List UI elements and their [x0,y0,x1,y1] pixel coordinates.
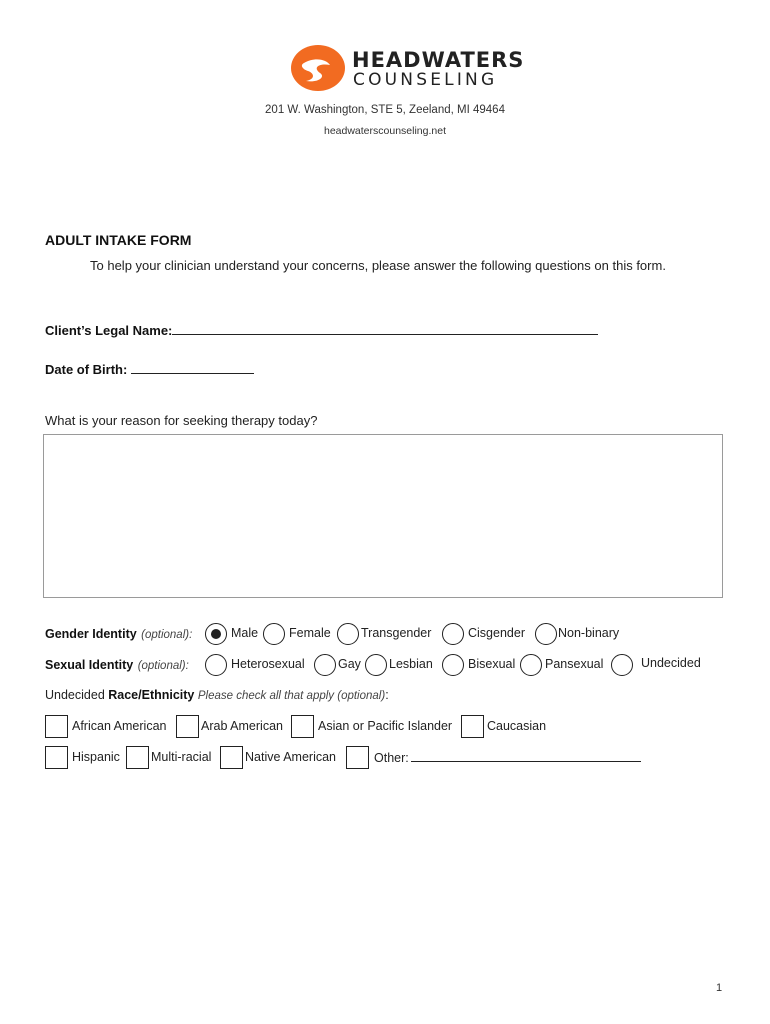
logo-wordmark-headwaters: HEADWATERS [352,48,525,72]
client-name-field[interactable] [172,323,598,335]
race-option-label: Hispanic [72,750,120,764]
race-caucasian-checkbox[interactable] [461,715,484,738]
gender-female-radio[interactable] [263,623,285,645]
race-option-label: Caucasian [487,719,547,733]
dob-row [45,362,254,377]
headwaters-logo-icon [290,43,346,91]
gender-transgender-radio[interactable] [337,623,359,645]
race-option-label: Other: [374,751,409,765]
logo-wordmark-counseling: COUNSELING [353,70,498,90]
sexual-option-label: Bisexual [468,657,516,671]
gender-cisgender-radio[interactable] [442,623,464,645]
race-native-american-checkbox[interactable] [220,746,243,769]
client-name-row [45,323,598,338]
race-option-label: African American [72,719,167,733]
race-african-american-checkbox[interactable] [45,715,68,738]
sexual-option-label: Gay [338,657,361,671]
race-option-label: Arab American [201,719,283,733]
race-option-label: Asian or Pacific Islander [318,719,453,733]
sexual-option-label: Undecided [641,656,701,670]
race-asian-pacific-checkbox[interactable] [291,715,314,738]
gender-optional-note: (optional): [141,629,193,641]
race-instruction: Please check all that apply (optional) [197,690,386,702]
clinic-website-link[interactable]: headwaterscounseling.net [323,125,446,137]
sexual-identity-label-text: Sexual Identity [45,658,134,672]
gender-option-label: Male [231,626,259,640]
race-other-field[interactable] [411,750,641,762]
race-other-label [374,750,641,765]
gender-option-label: Non-binary [558,626,620,640]
form-intro: To help your clinician understand your concerns, please answer the following questions on this form. [90,258,666,273]
sexual-option-label: Heterosexual [231,657,305,671]
client-name-label: Client’s Legal Name: [45,323,173,338]
race-option-label: Native American [245,750,337,764]
sexual-bisexual-radio[interactable] [442,654,464,676]
gender-option-label: Transgender [361,626,432,640]
gender-option-label: Cisgender [468,626,525,640]
race-colon: : [385,688,389,702]
race-arab-american-checkbox[interactable] [176,715,199,738]
race-label-text: Race/Ethnicity [108,688,195,702]
race-other-checkbox[interactable] [346,746,369,769]
sexual-option-label: Pansexual [545,657,604,671]
gender-male-radio[interactable] [205,623,227,645]
race-multiracial-checkbox[interactable] [126,746,149,769]
race-prefix-text: Undecided [45,688,105,702]
sexual-undecided-radio[interactable] [611,654,633,676]
gender-nonbinary-radio[interactable] [535,623,557,645]
sexual-identity-optional-note: (optional): [137,660,189,672]
form-title: ADULT INTAKE FORM [45,232,192,248]
sexual-heterosexual-radio[interactable] [205,654,227,676]
sexual-identity-label [45,656,189,674]
reason-textarea[interactable] [43,434,723,598]
race-hispanic-checkbox[interactable] [45,746,68,769]
reason-question: What is your reason for seeking therapy today? [45,413,318,428]
dob-field[interactable] [131,362,254,374]
gender-label [45,625,192,643]
race-ethnicity-label [45,688,389,702]
sexual-pansexual-radio[interactable] [520,654,542,676]
page-number: 1 [716,982,723,994]
sexual-option-label: Lesbian [389,657,433,671]
clinic-address: 201 W. Washington, STE 5, Zeeland, MI 49464 [265,104,505,116]
sexual-gay-radio[interactable] [314,654,336,676]
gender-option-label: Female [289,626,331,640]
dob-label: Date of Birth: [45,362,128,377]
race-option-label: Multi-racial [151,750,212,764]
sexual-lesbian-radio[interactable] [365,654,387,676]
gender-label-text: Gender Identity [45,627,137,641]
